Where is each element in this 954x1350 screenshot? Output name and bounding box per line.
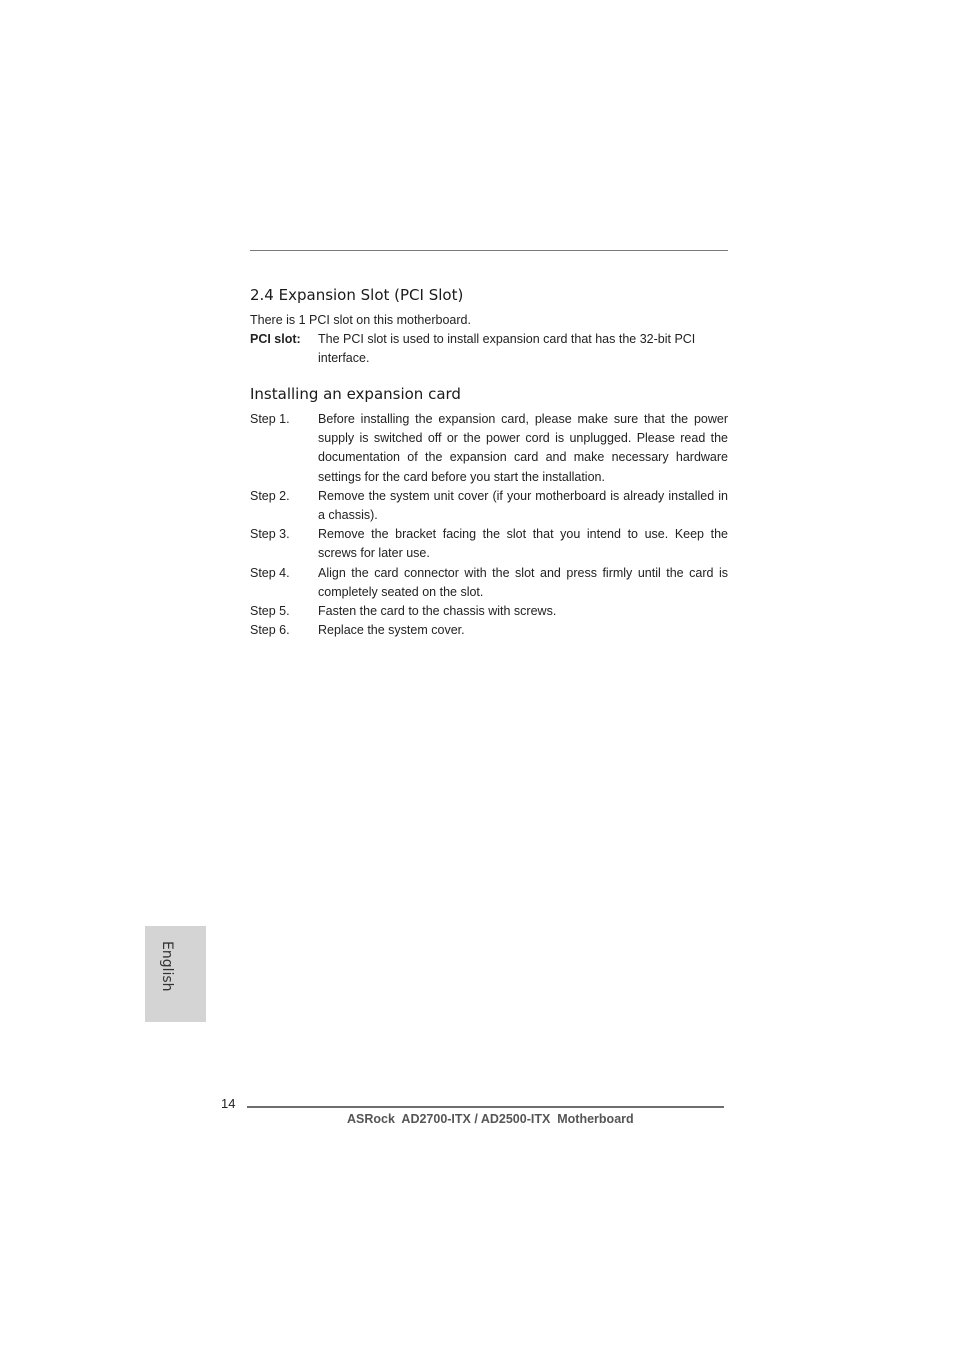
step-label: Step 3.: [250, 527, 290, 542]
section-title: 2.4 Expansion Slot (PCI Slot): [250, 286, 464, 304]
language-tab: [145, 926, 206, 1022]
step-6: [250, 621, 728, 640]
step-4: [250, 564, 728, 602]
footer-divider: [247, 1106, 724, 1108]
step-2: [250, 487, 728, 525]
step-1: [250, 410, 728, 487]
footer-title: ASRock AD2700-ITX / AD2500-ITX Motherboard: [347, 1112, 634, 1126]
definition-description: The PCI slot is used to install expansion card that has the 32-bit PCI interface.: [318, 332, 696, 365]
step-text: Replace the system cover.: [318, 623, 465, 638]
step-label: Step 4.: [250, 565, 290, 580]
step-3: [250, 525, 728, 563]
step-5: [250, 602, 728, 621]
step-label: Step 5.: [250, 604, 290, 619]
step-text: Remove the bracket facing the slot that you intend to use. Keep the screws for later use.: [318, 527, 728, 561]
step-label: Step 1.: [250, 412, 290, 426]
step-label: Step 6.: [250, 623, 290, 638]
top-divider: [250, 250, 728, 251]
definition-term: PCI slot:: [250, 332, 301, 346]
step-text: Remove the system unit cover (if your motherboard is already installed in a chassis).: [318, 488, 728, 523]
step-text: Before installing the expansion card, please make sure that the power supply is switched off or the power cord is unplugged. Please read the documentation of the expansion card and make necessary hardware settings for the card before you start the installation.: [318, 412, 728, 484]
intro-text: There is 1 PCI slot on this motherboard.: [250, 313, 471, 327]
language-label: English: [159, 941, 175, 992]
installation-steps: [250, 410, 728, 640]
step-text: Fasten the card to the chassis with screws.: [318, 604, 557, 619]
installing-title: Installing an expansion card: [250, 385, 461, 403]
page-number: 14: [221, 1096, 236, 1111]
step-label: Step 2.: [250, 488, 290, 503]
step-text: Align the card connector with the slot and press firmly until the card is completely seated on the slot.: [318, 565, 728, 599]
